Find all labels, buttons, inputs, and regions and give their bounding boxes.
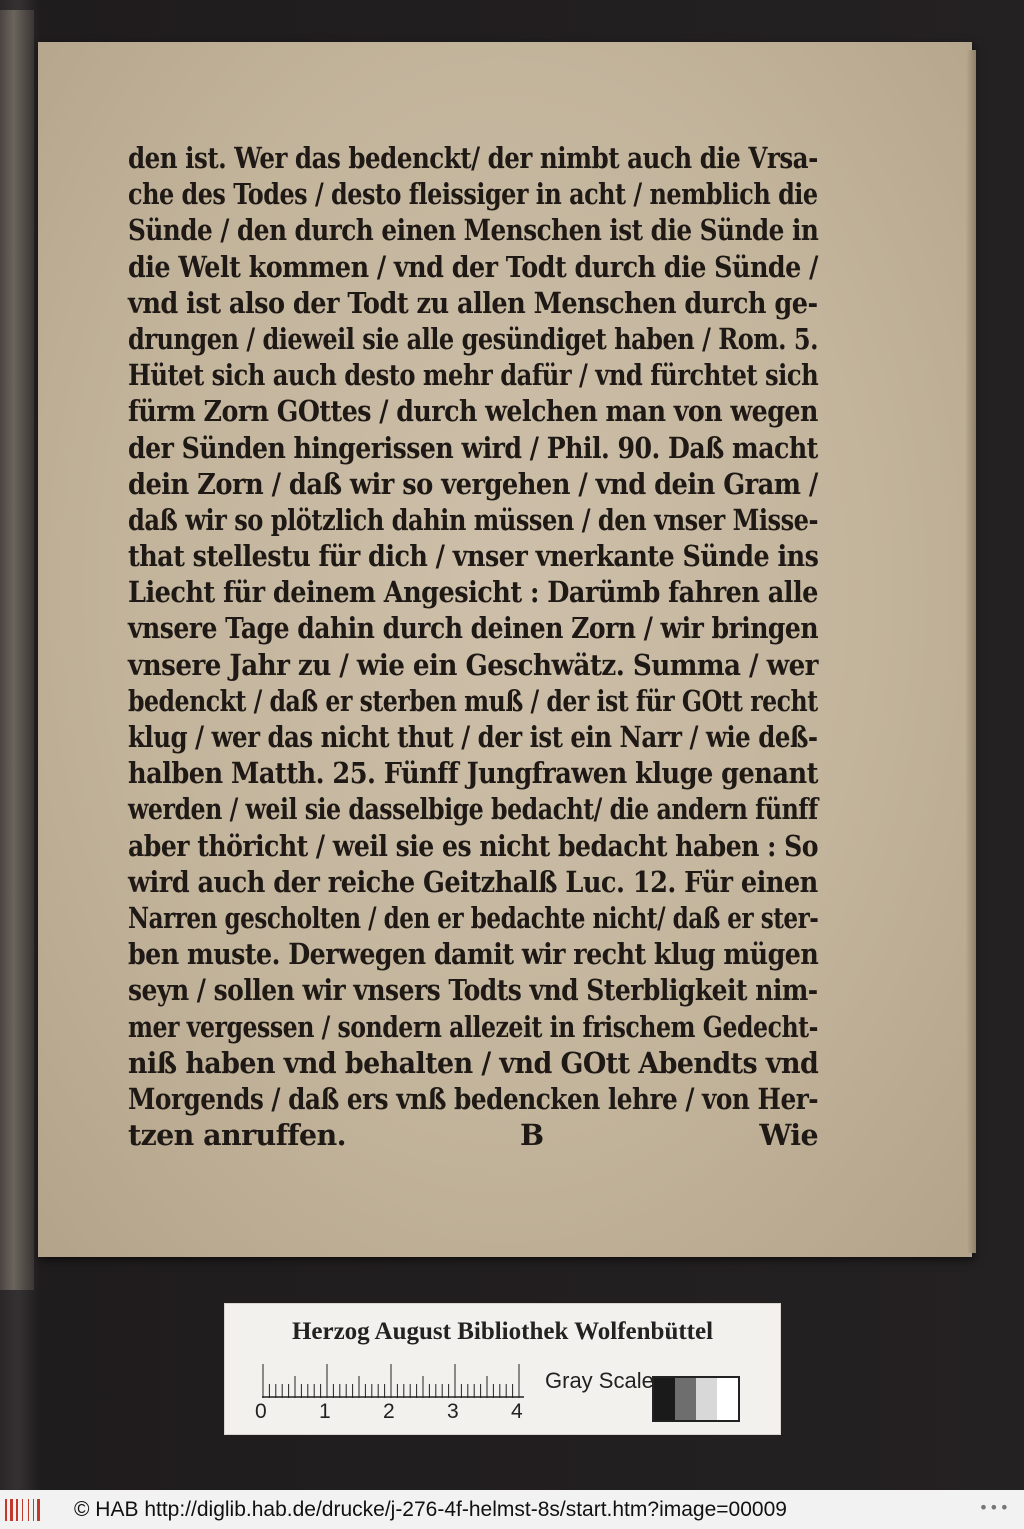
gray-scale-swatches (652, 1376, 740, 1422)
gray-scale-label: Gray Scale (545, 1368, 654, 1393)
signature-mark: B (520, 1118, 544, 1153)
text-line: che des Todes / desto fleissiger in acht / nemblich die (128, 177, 818, 212)
gray-swatch (675, 1378, 696, 1420)
text-line: Sünde / den durch einen Menschen ist die Sünde in (128, 213, 819, 248)
text-line: fürm Zorn GOttes / durch welchen man von wegen (128, 394, 818, 429)
text-line: wird auch der reiche Geitzhalß Luc. 12. Für einen (128, 864, 818, 899)
text-line: mer vergessen / sondern allezeit in frischem Gedecht- (128, 1009, 818, 1044)
text-line: that stellestu für dich / vnser vnerkante Sünde ins (128, 539, 819, 574)
ruler-number: 2 (383, 1400, 395, 1423)
text-line: werden / weil sie dasselbige bedacht/ die andern fünff (128, 792, 818, 827)
ruler-number: 3 (447, 1400, 459, 1423)
text-line: vnsere Tage dahin durch deinen Zorn / wir bringen (128, 611, 819, 646)
footer-bar (0, 1490, 1024, 1529)
barcode-icon (4, 1497, 48, 1523)
text-line: seyn / sollen wir vnsers Todts vnd Sterbligkeit nim- (128, 973, 818, 1008)
text-line: den ist. Wer das bedenckt/ der nimbt auch die Vrsa- (128, 141, 818, 175)
text-line: Narren gescholten / den er bedachte nicht/ daß er ster- (128, 900, 819, 935)
text-line: halben Matth. 25. Fünff Jungfrawen kluge genant (128, 756, 818, 791)
catchword: Wie (759, 1118, 818, 1153)
text-line: ben muste. Derwegen damit wir recht klug mügen (128, 937, 819, 972)
text-line: vnsere Jahr zu / wie ein Geschwätz. Summa / wer (128, 647, 818, 682)
text-line: klug / wer das nicht thut / der ist ein Narr / wie deß- (128, 720, 818, 754)
page-text-block (128, 140, 818, 1153)
page-last-line (128, 1117, 818, 1153)
text-line: aber thöricht / weil sie es nicht bedacht haben : So (128, 828, 819, 863)
text-line: Liecht für deinem Angesicht : Darümb fahren alle (128, 575, 818, 610)
gray-swatch (654, 1378, 675, 1420)
ruler-number: 0 (255, 1400, 267, 1423)
ruler-scale (262, 1364, 524, 1398)
text-line: bedenckt / daß er sterben muß / der ist für GOtt recht (128, 683, 818, 718)
book-page (38, 42, 972, 1257)
color-target-card (224, 1303, 781, 1435)
text-line: niß haben vnd behalten / vnd GOtt Abendts vnd (128, 1045, 819, 1080)
ruler-number: 4 (511, 1400, 523, 1423)
ruler-numbers (255, 1400, 535, 1428)
text-line: Hütet sich auch desto mehr dafür / vnd fürchtet sich (128, 358, 819, 393)
text-line: die Welt kommen / vnd der Todt durch die Sünde / (128, 249, 818, 284)
text-line: der Sünden hingerissen wird / Phil. 90. Daß macht (128, 430, 818, 465)
gray-swatch (696, 1378, 717, 1420)
copyright-url[interactable]: © HAB http://diglib.hab.de/drucke/j-276-4f-helmst-8s/start.htm?image=00009 (74, 1497, 787, 1521)
text-line: dein Zorn / daß wir so vergehen / vnd dein Gram / (128, 466, 818, 501)
text-line: Morgends / daß ers vnß bedencken lehre / von Her- (128, 1081, 819, 1116)
last-line-text: tzen anruffen. (128, 1118, 346, 1153)
ruler-number: 1 (319, 1400, 331, 1423)
text-line: drungen / dieweil sie alle gesündiget haben / Rom. 5. (128, 321, 818, 356)
gray-swatch (717, 1378, 738, 1420)
more-options-icon[interactable]: ••• (978, 1498, 1010, 1517)
facing-page-edge (0, 10, 34, 1290)
library-name: Herzog August Bibliothek Wolfenbüttel (291, 1318, 714, 1345)
page-right-edge (966, 50, 976, 1253)
text-line: daß wir so plötzlich dahin müssen / den vnser Misse- (128, 502, 818, 537)
text-line: vnd ist also der Todt zu allen Menschen durch ge- (128, 285, 818, 320)
